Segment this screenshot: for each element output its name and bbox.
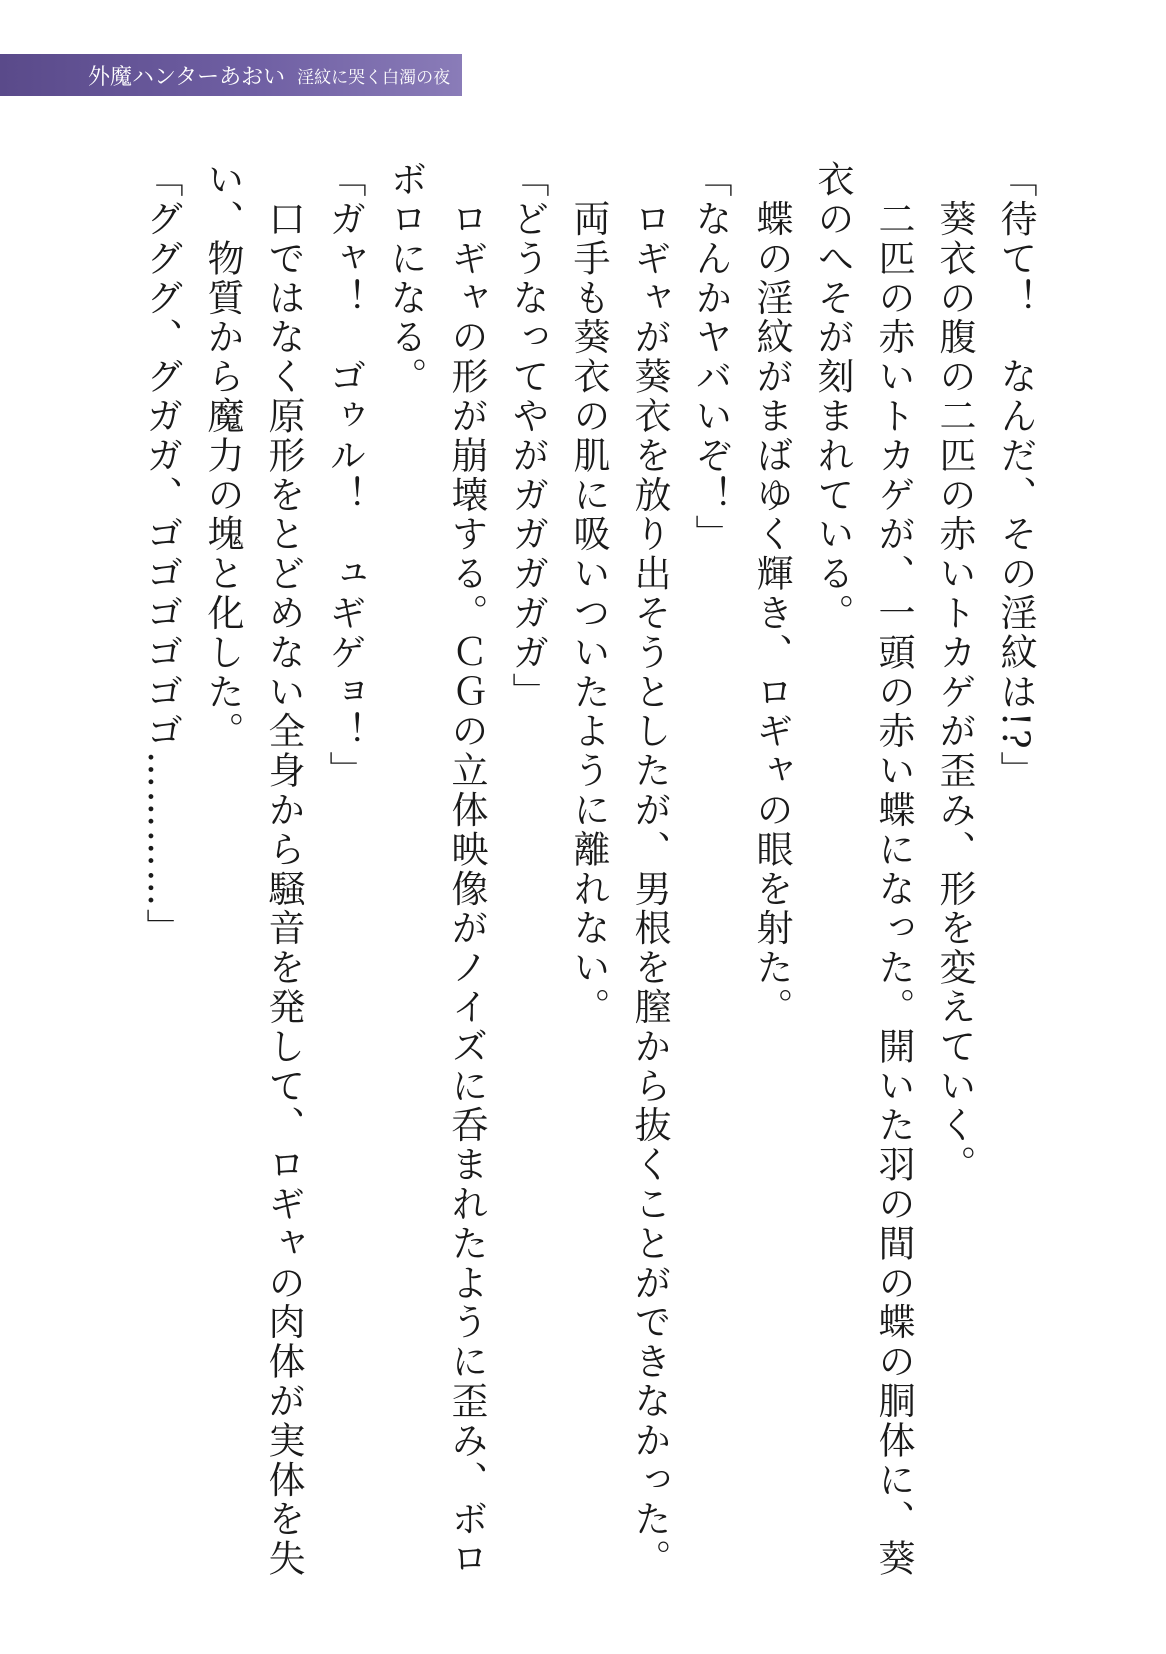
text-line: 衣のへそが刻まれている。 <box>811 160 854 633</box>
text-line: 蝶の淫紋がまばゆく輝き、ロギャの眼を射た。 <box>750 160 793 1027</box>
text-line: 「なんかヤバいぞ！」 <box>689 160 732 554</box>
text-line: 「ガャ！ ゴゥル！ ュギゲョ！」 <box>323 160 366 791</box>
chapter-subtitle: 淫紋に哭く白濁の夜 <box>297 67 451 88</box>
text-line: い、物質から魔力の塊と化した。 <box>201 160 244 751</box>
text-line: ボロになる。 <box>384 160 427 397</box>
book-title: 外魔ハンターあおい <box>88 64 286 90</box>
text-line: ロギャの形が崩壊する。ＣＧの立体映像がノイズに呑まれたように歪み、ボロ <box>445 160 488 1579</box>
text-line: 両手も葵衣の肌に吸いついたように離れない。 <box>567 160 610 1027</box>
text-line: 「グググ、グガガ、ゴゴゴゴゴゴ…………」 <box>140 160 183 948</box>
text-line: 「どうなってやがガガガガガ」 <box>506 160 549 712</box>
text-line: 二匹の赤いトカゲが、一頭の赤い蝶になった。開いた羽の間の蝶の胴体に、葵 <box>872 160 915 1579</box>
text-line: 葵衣の腹の二匹の赤いトカゲが歪み、形を変えていく。 <box>933 160 976 1185</box>
header-band <box>0 54 462 96</box>
text-line: ロギャが葵衣を放り出そうとしたが、男根を膣から抜くことができなかった。 <box>628 160 671 1579</box>
vertical-text-body <box>140 160 1046 1590</box>
text-line: 口ではなく原形をとどめない全身から騒音を発して、ロギャの肉体が実体を失 <box>262 160 305 1579</box>
text-line: 「待て！ なんだ、その淫紋は!?」 <box>994 160 1037 791</box>
